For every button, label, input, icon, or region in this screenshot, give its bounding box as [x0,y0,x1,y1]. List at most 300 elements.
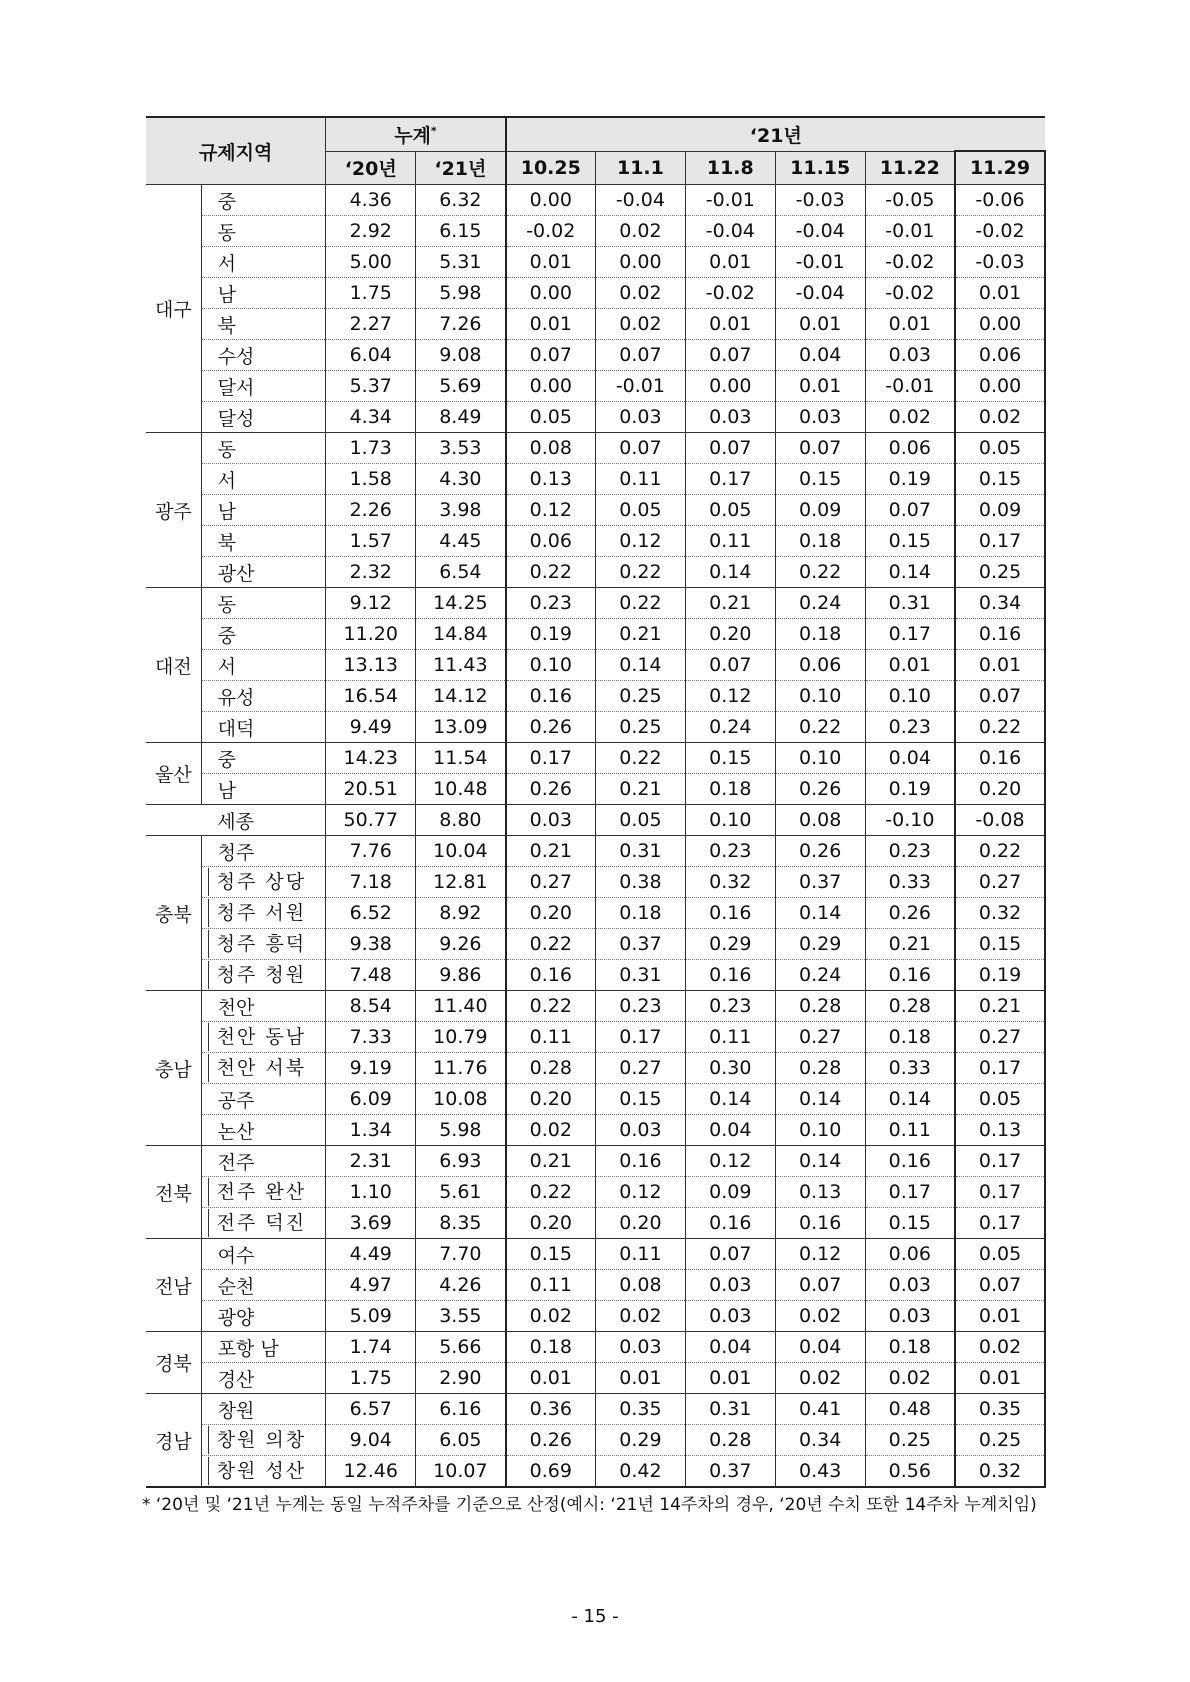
value-cell: 0.36 [506,1394,596,1425]
value-cell: 0.31 [595,960,685,991]
table-row [146,1115,1045,1146]
table-row [146,526,1045,557]
value-cell: 0.03 [775,402,865,433]
value-cell: 0.18 [685,774,775,805]
value-cell: 0.16 [595,1146,685,1177]
value-cell: 5.37 [326,371,416,402]
table-row [146,929,1045,960]
value-cell: 0.29 [775,929,865,960]
value-cell: 11.76 [416,1053,506,1084]
col-date-5: 11.22 [865,151,955,185]
sub-district-name: 청주 상당 [208,868,306,896]
value-cell: 5.98 [416,1115,506,1146]
value-cell: 5.98 [416,278,506,309]
value-cell: 1.10 [326,1177,416,1208]
value-cell: 0.07 [775,433,865,464]
regional-price-table [146,116,1046,1488]
sub-district-name: 청주 청원 [208,961,306,989]
value-cell: 0.00 [595,247,685,278]
value-cell: 0.17 [685,464,775,495]
value-cell: 0.31 [595,836,685,867]
value-cell: 0.22 [595,557,685,588]
value-cell: 0.21 [506,1146,596,1177]
value-cell: 14.12 [416,681,506,712]
table-row [146,1363,1045,1394]
value-cell: 0.24 [775,960,865,991]
value-cell: 1.73 [326,433,416,464]
value-cell: 0.16 [506,681,596,712]
value-cell: 0.25 [595,681,685,712]
value-cell: 4.26 [416,1270,506,1301]
value-cell: 0.12 [595,526,685,557]
value-cell: -0.02 [865,278,955,309]
table-row [146,898,1045,929]
value-cell: -0.04 [595,185,685,216]
district-name: 남 [201,495,326,526]
col-date-2: 11.1 [595,151,685,185]
value-cell: 0.08 [595,1270,685,1301]
sub-district-cell [201,1208,326,1239]
value-cell: 0.01 [865,309,955,340]
sub-district-name: 청주 서원 [208,899,306,927]
value-cell: 5.31 [416,247,506,278]
sub-district-cell [201,1177,326,1208]
value-cell: 7.70 [416,1239,506,1270]
district-name: 공주 [201,1084,326,1115]
value-cell: -0.01 [775,247,865,278]
value-cell: 4.36 [326,185,416,216]
value-cell: 0.15 [955,929,1045,960]
value-cell: 6.04 [326,340,416,371]
city-name: 대구 [146,185,201,433]
value-cell: 0.22 [955,836,1045,867]
value-cell: 0.07 [685,340,775,371]
district-name: 서 [201,650,326,681]
district-name: 동 [201,588,326,619]
value-cell: 0.24 [775,588,865,619]
value-cell: 0.26 [775,836,865,867]
value-cell: 0.01 [775,371,865,402]
value-cell: 0.16 [506,960,596,991]
city-name: 전남 [146,1239,201,1332]
value-cell: 10.04 [416,836,506,867]
value-cell: 0.00 [955,309,1045,340]
value-cell: 0.04 [865,743,955,774]
value-cell: 0.04 [775,1332,865,1363]
value-cell: 10.07 [416,1456,506,1488]
sub-district-name: 창원 의창 [208,1426,306,1454]
value-cell: 7.18 [326,867,416,898]
value-cell: 0.14 [685,557,775,588]
value-cell: 0.30 [685,1053,775,1084]
table-row [146,1146,1045,1177]
value-cell: 0.16 [685,1208,775,1239]
value-cell: -0.04 [775,278,865,309]
value-cell: 0.20 [685,619,775,650]
table-row [146,805,1045,836]
value-cell: 0.14 [775,1146,865,1177]
district-name: 천안 [201,991,326,1022]
value-cell: 10.79 [416,1022,506,1053]
value-cell: 0.21 [955,991,1045,1022]
value-cell: 0.11 [865,1115,955,1146]
table-row [146,278,1045,309]
value-cell: 0.06 [775,650,865,681]
value-cell: 0.23 [685,991,775,1022]
value-cell: 0.02 [506,1301,596,1332]
value-cell: 0.05 [955,1239,1045,1270]
value-cell: 0.26 [775,774,865,805]
district-name: 중 [201,743,326,774]
value-cell: 2.27 [326,309,416,340]
value-cell: 7.33 [326,1022,416,1053]
value-cell: 0.00 [955,371,1045,402]
value-cell: 0.03 [865,1270,955,1301]
table-row [146,1177,1045,1208]
table-row [146,1022,1045,1053]
value-cell: 0.18 [865,1332,955,1363]
district-name: 청주 [201,836,326,867]
sub-district-cell [201,1022,326,1053]
district-name: 남 [201,774,326,805]
value-cell: -0.03 [955,247,1045,278]
value-cell: 0.03 [595,1115,685,1146]
table-row [146,557,1045,588]
value-cell: 0.35 [595,1394,685,1425]
value-cell: -0.02 [955,216,1045,247]
table-row [146,1208,1045,1239]
value-cell: 0.33 [865,867,955,898]
value-cell: 0.12 [595,1177,685,1208]
value-cell: 0.10 [865,681,955,712]
value-cell: 0.11 [506,1022,596,1053]
value-cell: 0.02 [775,1363,865,1394]
value-cell: -0.01 [595,371,685,402]
region-header: 규제지역 [146,117,326,185]
value-cell: 0.00 [506,278,596,309]
value-cell: 0.24 [685,712,775,743]
district-name: 북 [201,526,326,557]
value-cell: 0.00 [685,371,775,402]
value-cell: 0.04 [775,340,865,371]
district-name: 중 [201,185,326,216]
value-cell: 0.17 [506,743,596,774]
district-name: 광산 [201,557,326,588]
value-cell: 0.69 [506,1456,596,1488]
table-row [146,402,1045,433]
value-cell: 0.12 [506,495,596,526]
value-cell: 0.07 [595,340,685,371]
value-cell: 0.16 [955,619,1045,650]
table-row [146,1456,1045,1488]
value-cell: 0.07 [775,1270,865,1301]
value-cell: 0.19 [865,464,955,495]
value-cell: 0.15 [865,526,955,557]
value-cell: 4.34 [326,402,416,433]
city-name: 경북 [146,1332,201,1394]
value-cell: 0.22 [775,712,865,743]
value-cell: 0.27 [775,1022,865,1053]
value-cell: 0.18 [595,898,685,929]
value-cell: 7.48 [326,960,416,991]
sub-district-name: 천안 서북 [208,1054,306,1082]
value-cell: 0.12 [685,681,775,712]
value-cell: 11.43 [416,650,506,681]
table-row [146,1053,1045,1084]
value-cell: 9.12 [326,588,416,619]
value-cell: 9.19 [326,1053,416,1084]
value-cell: 0.22 [506,557,596,588]
value-cell: 0.12 [775,1239,865,1270]
value-cell: 0.10 [775,1115,865,1146]
value-cell: 0.18 [865,1022,955,1053]
value-cell: -0.01 [685,185,775,216]
value-cell: 0.14 [865,1084,955,1115]
value-cell: 0.23 [506,588,596,619]
value-cell: 0.11 [506,1270,596,1301]
value-cell: 0.07 [685,433,775,464]
value-cell: 0.28 [775,1053,865,1084]
value-cell: 0.17 [595,1022,685,1053]
value-cell: 0.19 [506,619,596,650]
sub-district-cell [201,929,326,960]
value-cell: 0.02 [775,1301,865,1332]
district-name: 전주 [201,1146,326,1177]
value-cell: 1.57 [326,526,416,557]
value-cell: 0.03 [865,340,955,371]
district-name: 광양 [201,1301,326,1332]
value-cell: 0.04 [685,1332,775,1363]
value-cell: 0.17 [955,1146,1045,1177]
value-cell: 0.28 [865,991,955,1022]
value-cell: 0.28 [775,991,865,1022]
value-cell: -0.05 [865,185,955,216]
value-cell: 1.74 [326,1332,416,1363]
value-cell: 0.01 [955,1301,1045,1332]
value-cell: 0.11 [685,526,775,557]
value-cell: 0.03 [685,1301,775,1332]
value-cell: 50.77 [326,805,416,836]
value-cell: 0.25 [865,1425,955,1456]
value-cell: 0.20 [506,1208,596,1239]
value-cell: 0.02 [955,402,1045,433]
value-cell: 0.09 [955,495,1045,526]
value-cell: 11.54 [416,743,506,774]
col-date-1: 10.25 [506,151,596,185]
value-cell: 0.32 [685,867,775,898]
value-cell: 0.01 [955,278,1045,309]
value-cell: 14.25 [416,588,506,619]
value-cell: 9.08 [416,340,506,371]
value-cell: 0.01 [595,1363,685,1394]
district-name: 중 [201,619,326,650]
table-row [146,340,1045,371]
value-cell: 0.22 [506,929,596,960]
value-cell: 0.14 [865,557,955,588]
value-cell: 1.75 [326,278,416,309]
district-name: 포항 남 [201,1332,326,1363]
value-cell: -0.03 [775,185,865,216]
value-cell: -0.01 [865,371,955,402]
value-cell: -0.02 [506,216,596,247]
value-cell: 0.19 [865,774,955,805]
value-cell: -0.10 [865,805,955,836]
value-cell: 0.13 [506,464,596,495]
value-cell: 0.16 [775,1208,865,1239]
value-cell: 7.26 [416,309,506,340]
col-2020: ‘20년 [326,151,416,185]
value-cell: 0.23 [595,991,685,1022]
value-cell: 0.02 [595,1301,685,1332]
value-cell: 0.05 [955,433,1045,464]
value-cell: 6.15 [416,216,506,247]
value-cell: 0.21 [506,836,596,867]
sub-district-name: 전주 덕진 [208,1209,306,1237]
value-cell: 0.14 [595,650,685,681]
col-2021: ‘21년 [416,151,506,185]
value-cell: 0.14 [685,1084,775,1115]
value-cell: 9.04 [326,1425,416,1456]
value-cell: 3.98 [416,495,506,526]
value-cell: 0.17 [955,1177,1045,1208]
value-cell: 0.18 [775,619,865,650]
table-row [146,309,1045,340]
value-cell: 16.54 [326,681,416,712]
value-cell: 0.03 [506,805,596,836]
value-cell: 4.49 [326,1239,416,1270]
value-cell: 0.15 [865,1208,955,1239]
value-cell: 0.22 [506,991,596,1022]
value-cell: 0.31 [685,1394,775,1425]
district-name: 서 [201,247,326,278]
value-cell: 4.30 [416,464,506,495]
district-name: 대덕 [201,712,326,743]
sub-district-cell [201,1456,326,1488]
district-name: 북 [201,309,326,340]
value-cell: 9.49 [326,712,416,743]
value-cell: 4.97 [326,1270,416,1301]
value-cell: 0.29 [595,1425,685,1456]
value-cell: 2.32 [326,557,416,588]
value-cell: 0.07 [955,1270,1045,1301]
table-row [146,216,1045,247]
value-cell: 0.25 [595,712,685,743]
value-cell: 0.10 [685,805,775,836]
table-row [146,1239,1045,1270]
value-cell: 0.05 [595,495,685,526]
value-cell: 0.21 [595,619,685,650]
value-cell: 0.01 [865,650,955,681]
value-cell: 2.26 [326,495,416,526]
value-cell: 1.75 [326,1363,416,1394]
value-cell: 8.54 [326,991,416,1022]
value-cell: 6.32 [416,185,506,216]
sub-district-cell [201,867,326,898]
value-cell: 6.52 [326,898,416,929]
value-cell: 0.20 [506,1084,596,1115]
value-cell: 0.21 [595,774,685,805]
value-cell: 0.56 [865,1456,955,1488]
district-name: 달성 [201,402,326,433]
value-cell: 0.17 [955,1208,1045,1239]
value-cell: 2.31 [326,1146,416,1177]
value-cell: -0.02 [685,278,775,309]
value-cell: 0.20 [595,1208,685,1239]
sub-district-cell [201,960,326,991]
table-row [146,588,1045,619]
value-cell: 3.69 [326,1208,416,1239]
district-name: 여수 [201,1239,326,1270]
value-cell: 0.22 [595,743,685,774]
table-row [146,1425,1045,1456]
value-cell: 0.16 [685,960,775,991]
value-cell: 8.35 [416,1208,506,1239]
value-cell: 0.07 [865,495,955,526]
value-cell: -0.06 [955,185,1045,216]
table-row [146,371,1045,402]
value-cell: 0.01 [506,1363,596,1394]
value-cell: 0.09 [685,1177,775,1208]
table-row [146,464,1045,495]
city-name: 울산 [146,743,201,805]
value-cell: 0.06 [955,340,1045,371]
value-cell: 0.10 [775,681,865,712]
district-name: 동 [201,216,326,247]
city-name: 경남 [146,1394,201,1488]
value-cell: -0.04 [685,216,775,247]
district-name: 서 [201,464,326,495]
value-cell: 0.16 [685,898,775,929]
value-cell: 3.55 [416,1301,506,1332]
value-cell: 0.17 [955,1053,1045,1084]
district-name: 수성 [201,340,326,371]
value-cell: 0.07 [595,433,685,464]
value-cell: 0.02 [865,1363,955,1394]
page-number: - 15 - [571,1606,619,1627]
value-cell: 0.07 [506,340,596,371]
value-cell: 0.11 [595,1239,685,1270]
value-cell: 0.33 [865,1053,955,1084]
value-cell: -0.04 [775,216,865,247]
value-cell: 0.00 [506,371,596,402]
sub-district-name: 청주 흥덕 [208,930,306,958]
value-cell: 0.10 [775,743,865,774]
value-cell: 9.38 [326,929,416,960]
value-cell: 0.06 [865,1239,955,1270]
city-name: 충남 [146,991,201,1146]
value-cell: 0.38 [595,867,685,898]
value-cell: 11.40 [416,991,506,1022]
value-cell: 0.18 [775,526,865,557]
value-cell: 0.26 [865,898,955,929]
value-cell: 0.26 [506,774,596,805]
value-cell: 0.19 [955,960,1045,991]
value-cell: 0.11 [685,1022,775,1053]
table-row [146,185,1045,216]
value-cell: 10.08 [416,1084,506,1115]
value-cell: 0.37 [775,867,865,898]
city-name: 대전 [146,588,201,743]
value-cell: 0.01 [506,309,596,340]
value-cell: 0.15 [595,1084,685,1115]
value-cell: 0.02 [506,1115,596,1146]
district-name: 논산 [201,1115,326,1146]
value-cell: 14.84 [416,619,506,650]
value-cell: 1.58 [326,464,416,495]
table-row [146,836,1045,867]
value-cell: 0.12 [685,1146,775,1177]
value-cell: 5.66 [416,1332,506,1363]
